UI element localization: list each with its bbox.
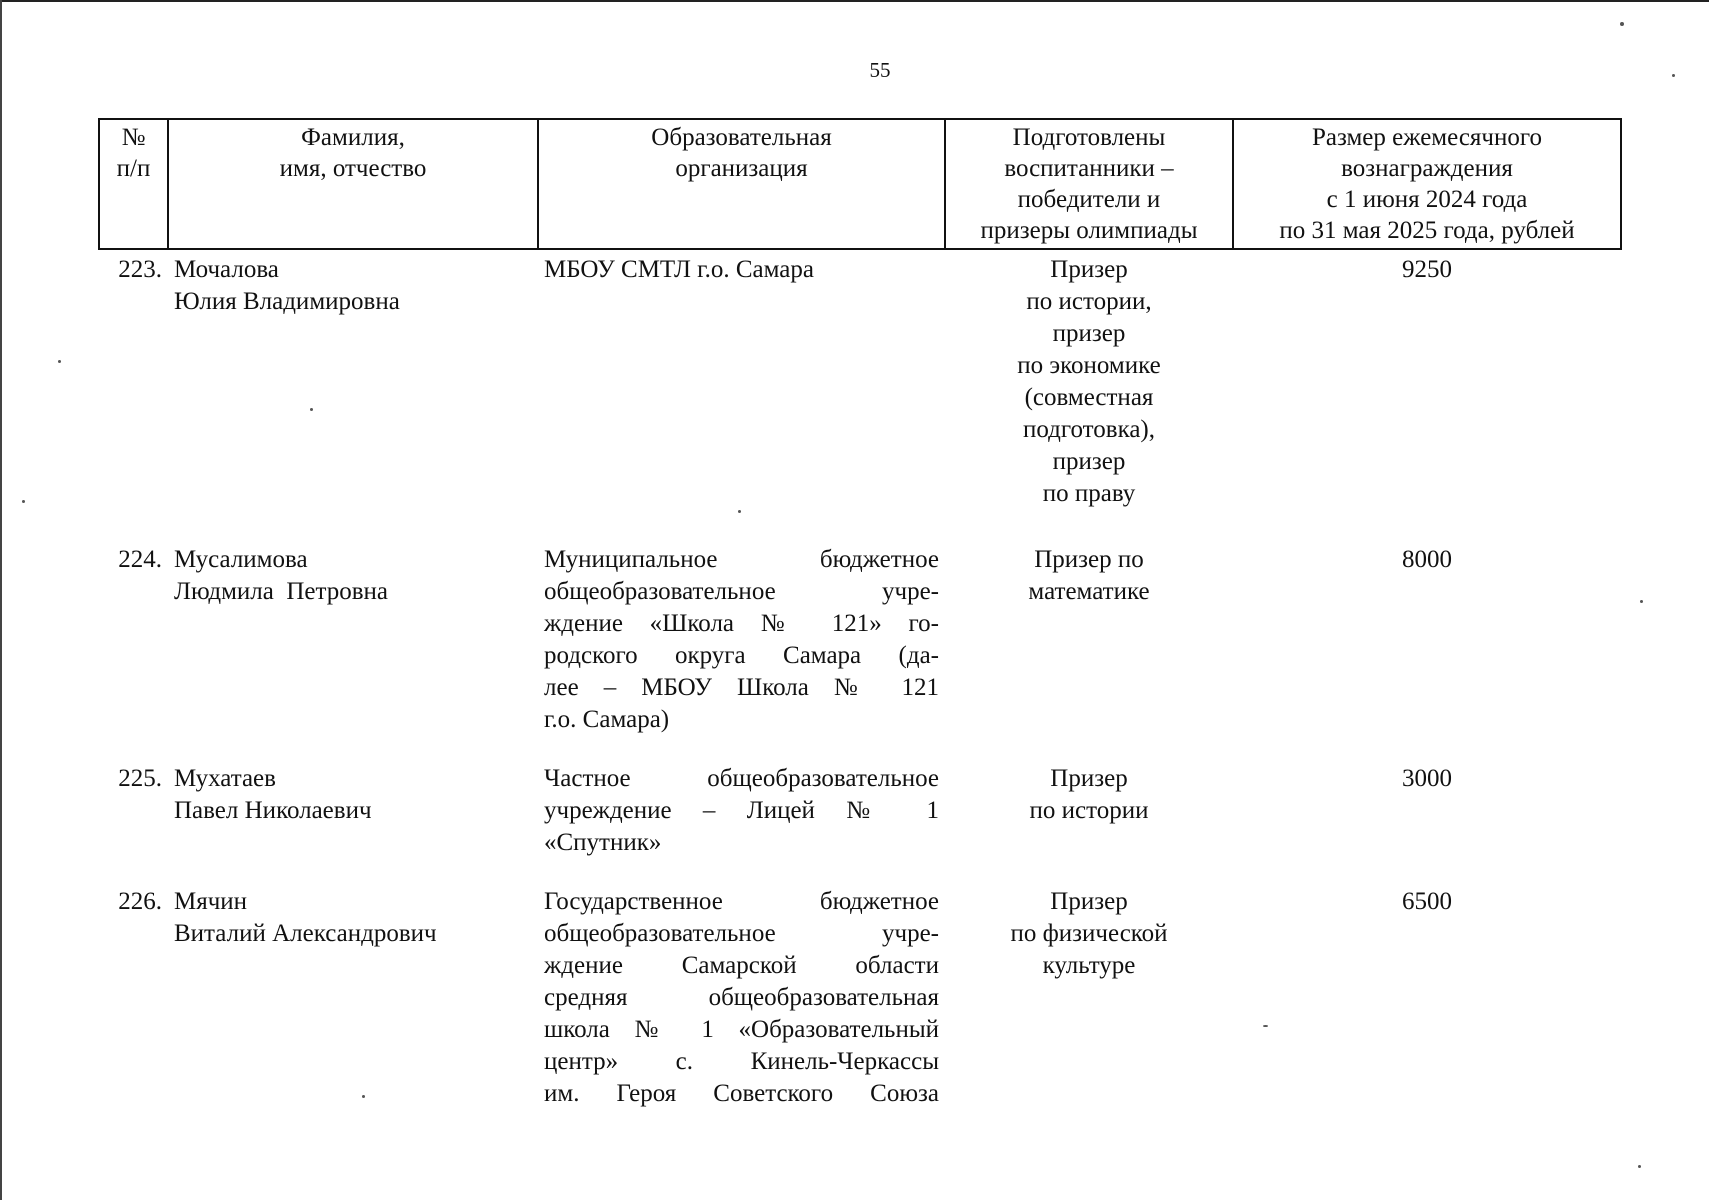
header-amount: Размер ежемесячного вознаграждения с 1 июня 2024 года по 31 мая 2025 года, рублей: [1233, 119, 1621, 249]
row-org: Государственное бюджетное общеобразовательное учре- ждение Самарской области средняя общеобразовательная школа № 1 «Образовательный центр» с. Кинель-Черкассы им. Героя Советского Союза: [544, 888, 939, 1107]
scan-edge-left: [0, 0, 2, 1200]
row-org: Частное общеобразовательное учреждение – Лицей № 1 «Спутник»: [544, 765, 939, 856]
row-number: 226.: [118, 888, 162, 915]
scan-speck: [58, 360, 61, 363]
row-org: Муниципальное бюджетное общеобразовательное учре- ждение «Школа № 121» го- родского округа Самара (да- лее – МБОУ Школа № 121 г.о. Самара): [544, 546, 939, 733]
header-winners: Подготовлены воспитанники – победители и призеры олимпиады: [945, 119, 1233, 249]
scan-speck: [362, 1095, 365, 1098]
row-winners: Призер по математике: [1028, 546, 1150, 605]
row-amount: 9250: [1402, 256, 1452, 283]
scan-speck: [1640, 600, 1643, 603]
row-amount: 3000: [1402, 765, 1452, 792]
table-header-row: [99, 119, 1621, 249]
scan-speck: [738, 510, 741, 513]
scan-speck: [1672, 74, 1675, 77]
table-row: [99, 544, 1621, 763]
row-amount: 6500: [1402, 888, 1452, 915]
scan-edge-top: [0, 0, 1709, 2]
row-number: 225.: [118, 765, 162, 792]
row-org: МБОУ СМТЛ г.о. Самара: [544, 256, 814, 283]
table-row: [99, 249, 1621, 544]
table-row: [99, 886, 1621, 1116]
row-name: Мячин Виталий Александрович: [174, 888, 437, 947]
scan-speck: [1263, 1025, 1268, 1027]
header-name: Фамилия, имя, отчество: [168, 119, 538, 249]
row-name: Мухатаев Павел Николаевич: [174, 765, 372, 824]
row-winners: Призер по истории, призер по экономике (совместная подготовка), призер по праву: [1017, 256, 1161, 507]
scan-speck: [22, 500, 25, 503]
row-amount: 8000: [1402, 546, 1452, 573]
header-num: № п/п: [99, 119, 168, 249]
scan-speck: [310, 408, 313, 411]
row-number: 223.: [118, 256, 162, 283]
scan-speck: [1638, 1165, 1641, 1168]
table-row: [99, 763, 1621, 886]
row-winners: Призер по физической культуре: [1010, 888, 1168, 979]
awards-table: [98, 118, 1622, 1116]
page-number: 55: [869, 58, 891, 82]
header-org: Образовательная организация: [538, 119, 945, 249]
row-name: Мусалимова Людмила Петровна: [174, 546, 389, 605]
scan-speck: [1620, 22, 1624, 26]
row-number: 224.: [118, 546, 162, 573]
row-winners: Призер по истории: [1029, 765, 1149, 824]
row-name: Мочалова Юлия Владимировна: [174, 256, 400, 315]
